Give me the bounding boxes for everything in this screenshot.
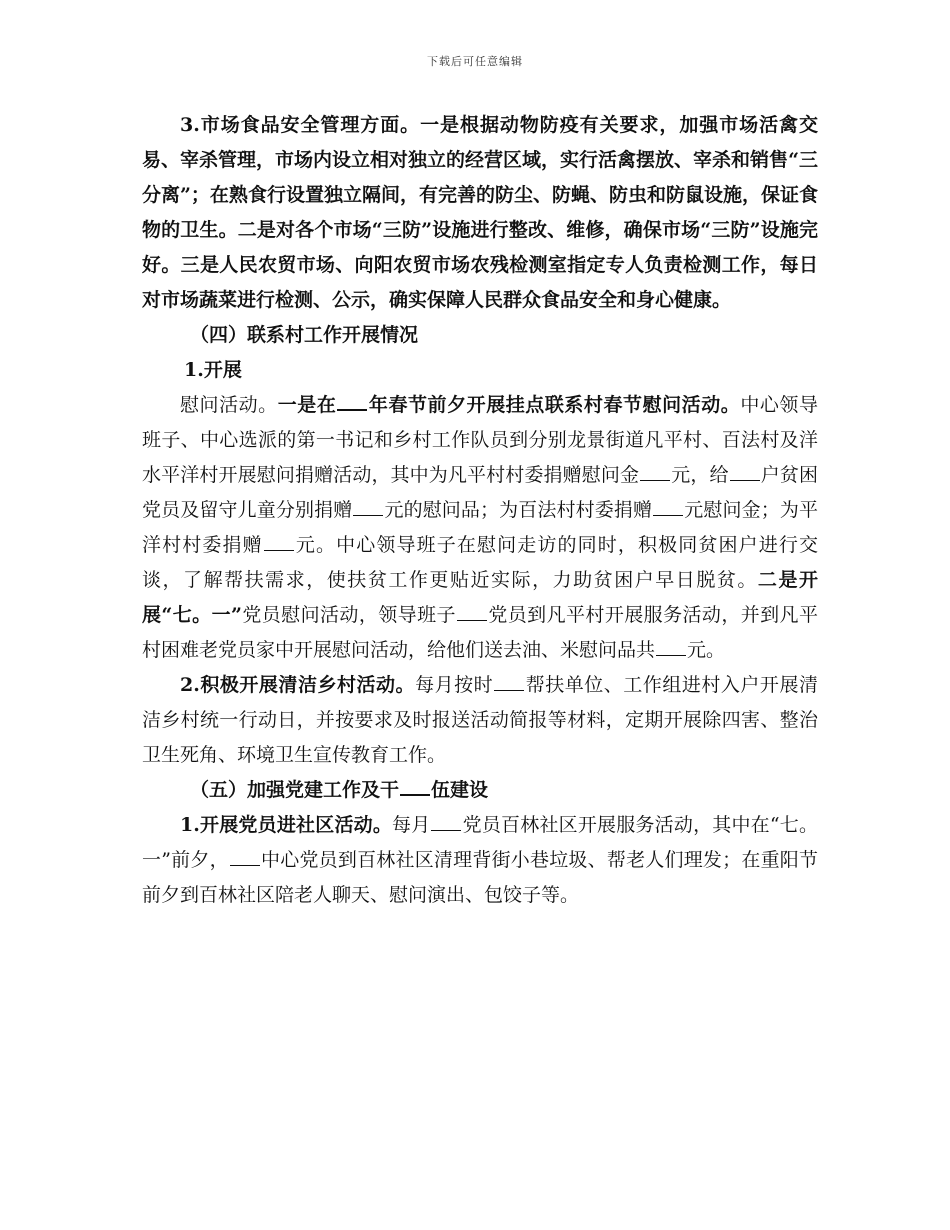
fill-blank — [457, 602, 487, 621]
paragraph-market-food-safety — [142, 108, 818, 318]
fill-blank — [653, 497, 683, 516]
heading-text: （五）加强党建工作及干 — [190, 779, 400, 801]
fill-blank — [230, 847, 260, 866]
paragraph-text: 党员百林社区开展服务活动，其中在“七。一”前夕， — [142, 814, 818, 871]
paragraph-condolence-activities — [142, 388, 818, 668]
fill-blank — [431, 812, 461, 831]
paragraph-text: 元慰问金；为平洋村村委捐赠 — [142, 499, 818, 556]
paragraph-text: 元，给 — [671, 464, 729, 486]
paragraph-text: 每月 — [392, 814, 431, 836]
fill-blank — [730, 462, 760, 481]
paragraph-text: 元。中心领导班子在慰问走访的同时，积极同贫困户进行交谈，了解帮扶需求，使扶贫工作更贴近实际，力助贫困户早日脱贫。 — [142, 534, 818, 591]
paragraph-text: 帮扶单位、工作组进村入户开展清洁乡村统一行动日，并按要求及时报送活动简报等材料，定期开展除四害、整治卫生死角、环境卫生宣传教育工作。 — [142, 674, 818, 766]
section-heading-4 — [142, 318, 818, 353]
paragraph-text: 党员到凡平村开展服务活动，并到凡平村困难老党员家中开展慰问活动，给他们送去油、米慰问品共 — [142, 604, 818, 661]
subheading-text: 1.开展 — [184, 359, 242, 381]
page-header: 下载后可任意编辑 — [427, 55, 523, 68]
paragraph-text: 户贫困党员及留守儿童分别捐赠 — [142, 464, 818, 521]
heading-text: 伍建设 — [431, 779, 489, 801]
bold-text: 二是开展“七。一” — [142, 569, 818, 626]
section-heading-5 — [142, 773, 818, 808]
subheading-kaizhan — [142, 353, 818, 388]
document-body — [142, 108, 818, 913]
paragraph-party-members-community — [142, 808, 818, 913]
paragraph-text: 每月按时 — [415, 674, 494, 696]
paragraph-text: 中心领导班子、中心选派的第一书记和乡村工作队员到分别龙景街道凡平村、百法村及洋水平洋村开展慰问捐赠活动，其中为凡平村村委捐赠慰问金 — [142, 394, 818, 486]
paragraph-text: 党员慰问活动，领导班子 — [241, 604, 456, 626]
fill-blank — [640, 462, 670, 481]
fill-blank — [400, 776, 430, 796]
fill-blank — [337, 391, 367, 411]
paragraph-clean-village — [142, 668, 818, 773]
fill-blank — [494, 672, 524, 691]
paragraph-lead: 慰问活动。 — [180, 394, 278, 416]
bold-text: 2.积极开展清洁乡村活动。 — [180, 674, 416, 696]
fill-blank — [264, 532, 294, 551]
bold-text: 1.开展党员进社区活动。 — [180, 814, 393, 836]
fill-blank — [353, 497, 383, 516]
bold-text: 一是在 — [277, 394, 337, 416]
heading-text: （四）联系村工作开展情况 — [190, 324, 419, 346]
paragraph-text: 3.市场食品安全管理方面。一是根据动物防疫有关要求，加强市场活禽交易、宰杀管理，市场内设立相对独立的经营区域，实行活禽摆放、宰杀和销售“三分离”；在熟食行设置独立隔间，有完善的防尘、防蝇、防虫和防鼠设施，保证食物的卫生。二是对各个市场“三防”设施进行整改、维修，确保市场“三防”设施完好。三是人民农贸市场、向阳农贸市场农残检测室指定专人负责检测工作，每日对市场蔬菜进行检测、公示，确实保障人民群众食品安全和身心健康。 — [142, 114, 818, 311]
paragraph-text: 元。 — [687, 639, 726, 661]
fill-blank — [656, 637, 686, 656]
bold-text: 年春节前夕开展挂点联系村春节慰问活动。 — [368, 394, 741, 416]
paragraph-text: 中心党员到百林社区清理背街小巷垃圾、帮老人们理发；在重阳节前夕到百林社区陪老人聊天、慰问演出、包饺子等。 — [142, 849, 818, 906]
paragraph-text: 元的慰问品；为百法村村委捐赠 — [384, 499, 653, 521]
